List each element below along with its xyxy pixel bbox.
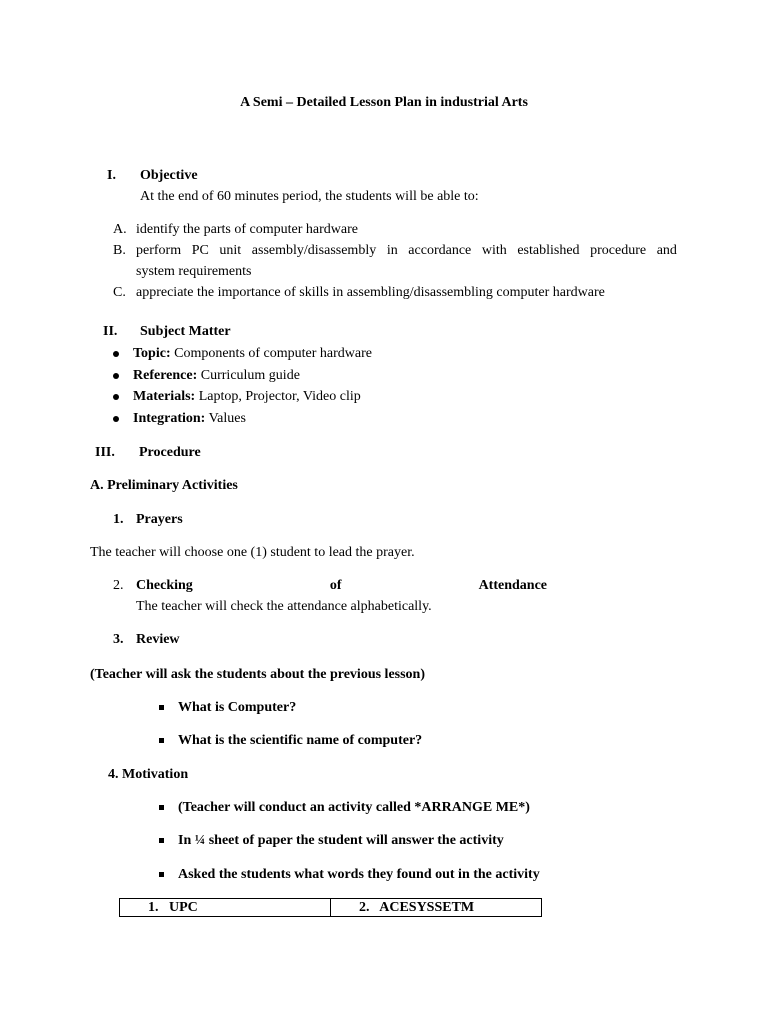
objective-heading: Objective <box>140 168 198 183</box>
motivation-heading: 4. Motivation <box>108 767 189 782</box>
subject-item-topic <box>113 346 372 362</box>
procedure-numeral: III. <box>95 445 115 460</box>
objective-numeral: I. <box>107 168 116 183</box>
word: unit <box>219 243 242 258</box>
word: Attendance <box>478 578 547 593</box>
motivation-text: Asked the students what words they found out in the activity <box>178 867 540 882</box>
objective-item-b-line1 <box>136 243 677 259</box>
review-heading: Review <box>136 632 180 647</box>
question-text: What is Computer? <box>178 700 297 715</box>
arrange-me-table <box>119 898 542 917</box>
subject-item-materials <box>113 389 361 405</box>
table-cell: 1. UPC <box>148 900 198 915</box>
bullet-icon <box>113 351 119 357</box>
objective-intro: At the end of 60 minutes period, the students will be able to: <box>140 189 479 204</box>
item-label: Integration: <box>133 411 206 426</box>
bullet-icon <box>113 373 119 379</box>
attendance-num: 2. <box>113 578 124 593</box>
prayers-text: The teacher will choose one (1) student to lead the prayer. <box>90 545 415 560</box>
word: of <box>329 578 342 593</box>
word: Checking <box>136 578 193 593</box>
word: PC <box>191 243 209 258</box>
motivation-item <box>159 833 504 849</box>
word: in <box>386 243 398 258</box>
word: and <box>656 243 677 258</box>
square-bullet-icon <box>159 872 164 877</box>
preliminary-heading: A. Preliminary Activities <box>90 478 238 493</box>
motivation-item <box>159 867 540 883</box>
square-bullet-icon <box>159 705 164 710</box>
subject-item-integration <box>113 411 246 427</box>
review-num: 3. <box>113 632 124 647</box>
bullet-icon <box>113 394 119 400</box>
motivation-item <box>159 800 530 816</box>
attendance-heading <box>136 578 547 594</box>
objective-letter-a: A. <box>113 222 127 237</box>
item-label: Materials: <box>133 389 196 404</box>
word: established <box>517 243 580 258</box>
word: perform <box>136 243 182 258</box>
motivation-text: (Teacher will conduct an activity called *ARRANGE ME*) <box>178 800 530 815</box>
word: accordance <box>408 243 472 258</box>
square-bullet-icon <box>159 738 164 743</box>
item-label: Topic: <box>133 346 171 361</box>
prayers-num: 1. <box>113 512 124 527</box>
objective-item-c: appreciate the importance of skills in assembling/disassembling computer hardware <box>136 285 605 300</box>
attendance-text: The teacher will check the attendance alphabetically. <box>136 599 432 614</box>
review-note: (Teacher will ask the students about the previous lesson) <box>90 667 426 682</box>
procedure-heading: Procedure <box>139 445 201 460</box>
square-bullet-icon <box>159 838 164 843</box>
objective-letter-b: B. <box>113 243 126 258</box>
item-value: Components of computer hardware <box>174 346 372 361</box>
subject-item-reference <box>113 368 300 384</box>
review-question <box>159 733 422 749</box>
item-label: Reference: <box>133 368 198 383</box>
table-cell: 2. ACESYSSETM <box>330 899 541 916</box>
word: assembly/disassembly <box>251 243 377 258</box>
motivation-text: In ¼ sheet of paper the student will answer the activity <box>178 833 504 848</box>
review-question <box>159 700 296 716</box>
item-value: Curriculum guide <box>200 368 300 383</box>
word: procedure <box>590 243 647 258</box>
bullet-icon <box>113 416 119 422</box>
prayers-heading: Prayers <box>136 512 183 527</box>
objective-letter-c: C. <box>113 285 126 300</box>
subject-numeral: II. <box>103 324 118 339</box>
question-text: What is the scientific name of computer? <box>178 733 423 748</box>
objective-item-b-line2: system requirements <box>136 264 252 279</box>
document-title: A Semi – Detailed Lesson Plan in industrial Arts <box>240 95 528 110</box>
subject-heading: Subject Matter <box>140 324 231 339</box>
objective-item-a: identify the parts of computer hardware <box>136 222 358 237</box>
item-value: Laptop, Projector, Video clip <box>198 389 361 404</box>
square-bullet-icon <box>159 805 164 810</box>
word: with <box>481 243 507 258</box>
item-value: Values <box>208 411 246 426</box>
